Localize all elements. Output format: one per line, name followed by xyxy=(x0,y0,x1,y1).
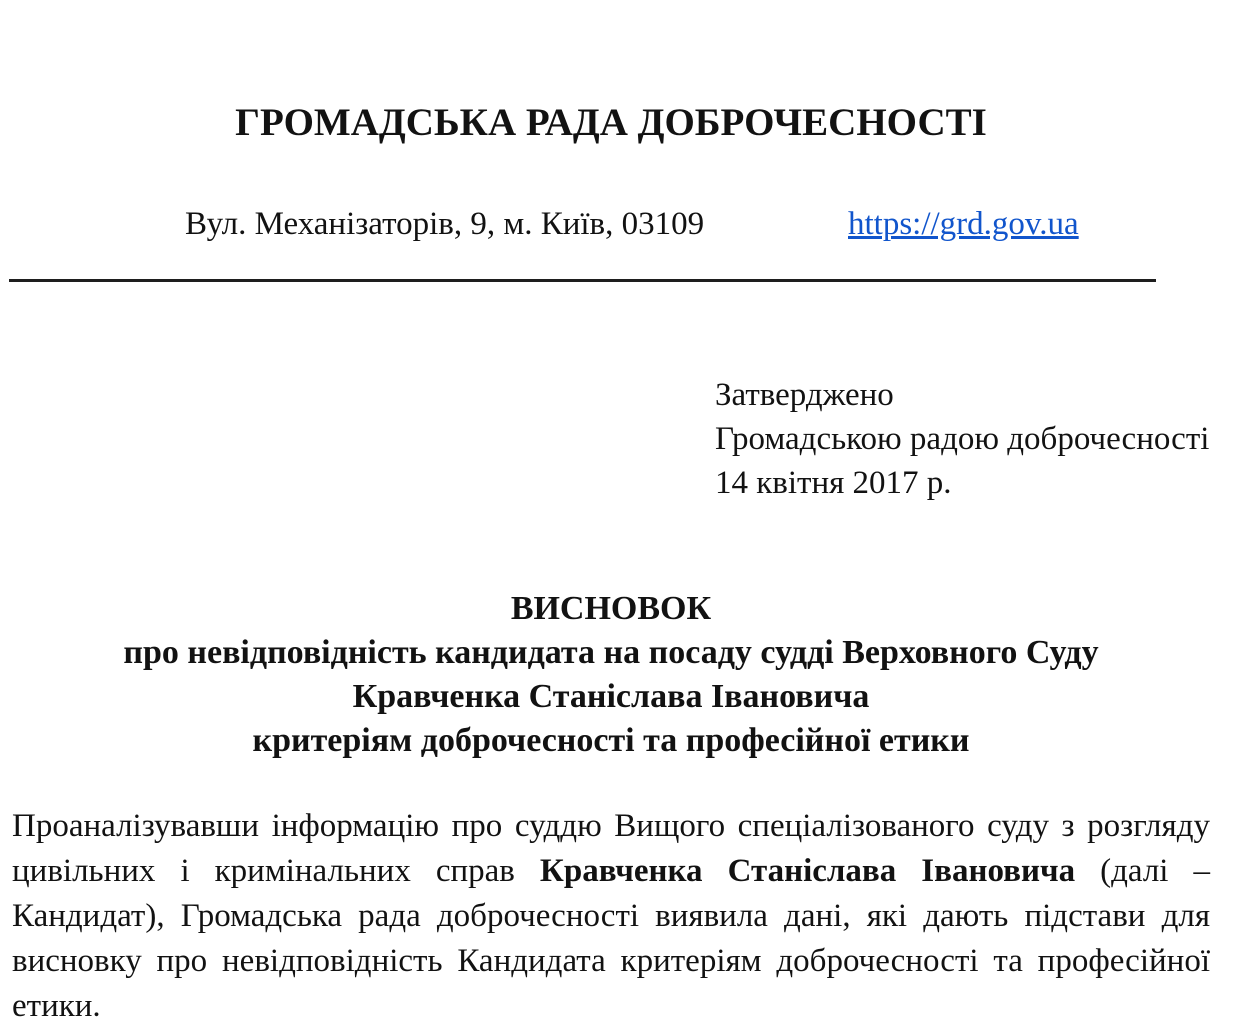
website-link[interactable]: https://grd.gov.ua xyxy=(848,206,1079,242)
conclusion-subtitle-2: Кравченка Станіслава Івановича xyxy=(352,678,870,715)
conclusion-heading xyxy=(12,587,1210,763)
conclusion-subtitle-1: про невідповідність кандидата на посаду судді Верховного Суду xyxy=(123,634,1099,671)
conclusion-title: ВИСНОВОК xyxy=(510,590,712,627)
approval-block xyxy=(715,373,1209,505)
intro-text-after: (далі – Кандидат), Громадська рада доброчесності виявила дані, які дають підстави для висновку про невідповідність Кандидата критеріям доброчесності та професійної етики. xyxy=(12,853,1211,1024)
intro-paragraph xyxy=(12,804,1210,1029)
intro-text-before: Проаналізувавши інформацію про суддю Вищого спеціалізованого суду з розгляду цивільних і кримінальних справ xyxy=(12,808,1210,889)
header-divider xyxy=(9,279,1156,282)
org-title: ГРОМАДСЬКА РАДА ДОБРОЧЕСНОСТІ xyxy=(235,101,987,144)
approval-line-1: Затверджено xyxy=(715,377,894,413)
org-address: Вул. Механізаторів, 9, м. Київ, 03109 xyxy=(185,206,705,242)
approval-line-2: Громадською радою доброчесності xyxy=(715,421,1210,457)
approval-line-3: 14 квітня 2017 р. xyxy=(715,465,952,501)
candidate-name-bold: Кравченка Станіслава Івановича xyxy=(539,853,1076,889)
conclusion-subtitle-3: критеріям доброчесності та професійної етики xyxy=(252,722,970,759)
